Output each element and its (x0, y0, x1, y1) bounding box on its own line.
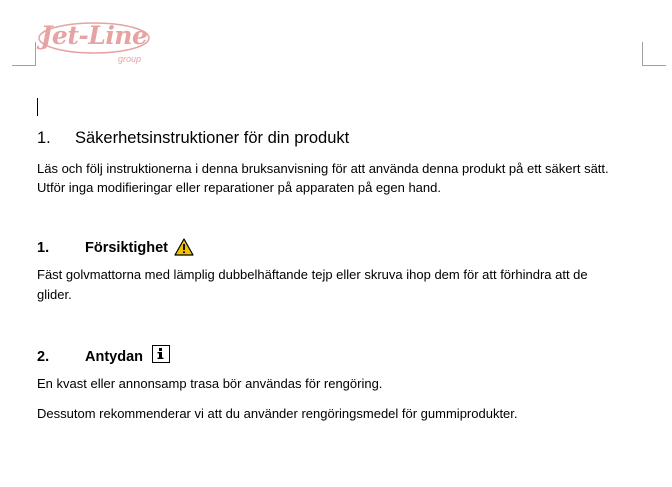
text-cursor (37, 98, 38, 116)
subheading-number: 2. (37, 349, 50, 365)
paragraph-line: En kvast eller annonsamp trasa bör användas för rengöring. (37, 376, 383, 391)
subheading-title: Försiktighet (85, 240, 168, 256)
page-corner-mark-right (642, 42, 666, 66)
subheading-number: 1. (37, 240, 50, 256)
paragraph-line: Läs och följ instruktionerna i denna bruksanvisning för att använda denna produkt på ett säkert sätt. (37, 161, 609, 176)
section-number: 1. (37, 129, 51, 147)
warning-icon (174, 238, 194, 256)
company-logo (36, 16, 152, 68)
paragraph-line: Fäst golvmattorna med lämplig dubbelhäftande tejp eller skruva ihop dem för att förhindra att de (37, 267, 588, 282)
subheading-title: Antydan (85, 349, 143, 365)
paragraph-line: glider. (37, 287, 72, 302)
section-title: Säkerhetsinstruktioner för din produkt (75, 129, 350, 147)
page-corner-mark-left (12, 42, 36, 66)
logo-wordmark: Jet-Line (40, 21, 148, 50)
logo-subtext: group (118, 54, 142, 64)
info-icon (152, 345, 170, 363)
paragraph-line: Utför inga modifieringar eller reparationer på apparaten på egen hand. (37, 180, 441, 195)
paragraph-line: Dessutom rekommenderar vi att du använder rengöringsmedel för gummiprodukter. (37, 406, 518, 421)
